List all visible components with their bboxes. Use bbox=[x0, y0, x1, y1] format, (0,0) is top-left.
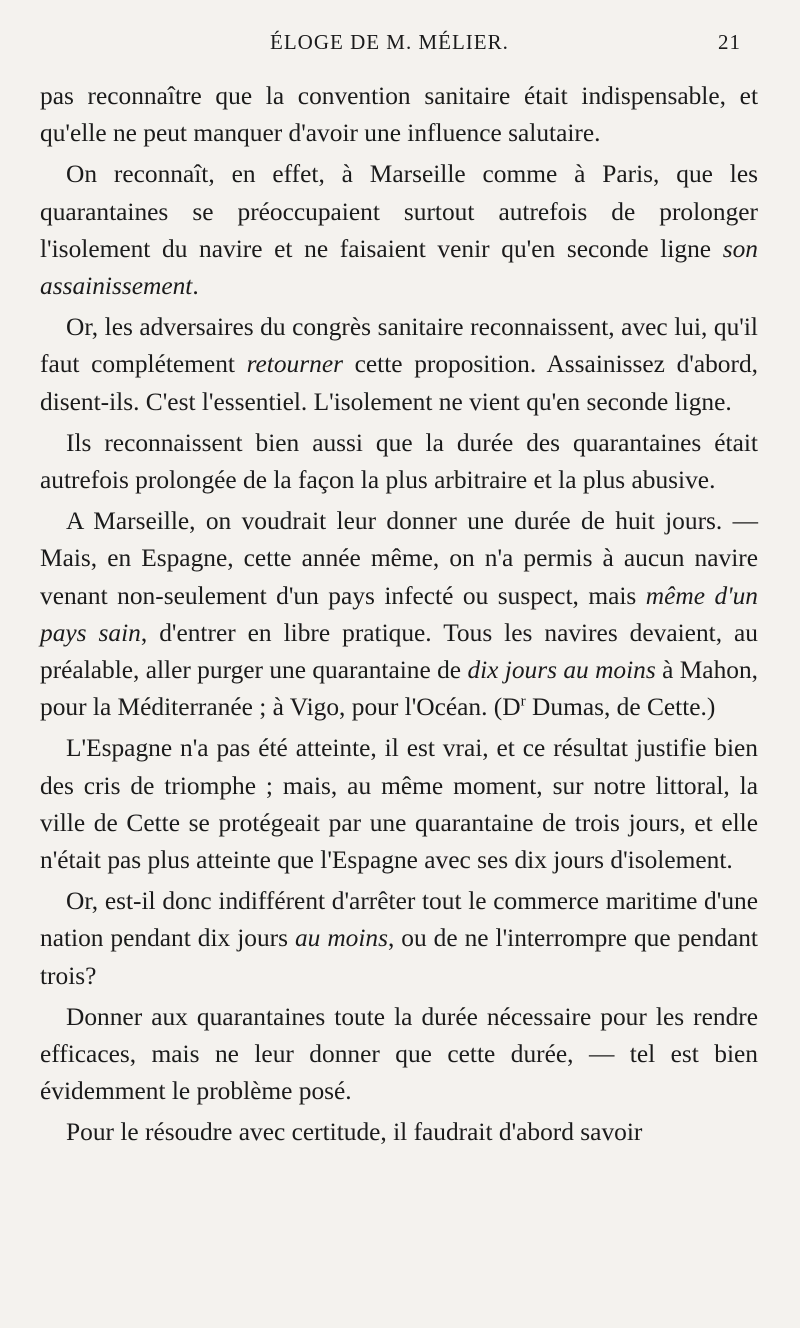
emphasized-text: son assainissement bbox=[40, 234, 758, 301]
text-segment: Ils reconnaissent bien aussi que la durée des quarantaines était autrefois prolongée de la façon la plus arbitraire et la plus abusive. bbox=[40, 428, 758, 495]
emphasized-text: au moins bbox=[294, 924, 388, 953]
paragraph bbox=[40, 1114, 758, 1151]
text-segment: pas reconnaître que la convention sanitaire était indispensable, et qu'elle ne peut manquer d'avoir une influence salutaire. bbox=[40, 82, 758, 148]
paragraph bbox=[40, 156, 758, 305]
text-segment: Donner aux quarantaines toute la durée nécessaire pour les rendre efficaces, mais ne leur donner que cette durée, — tel est bien évidemment le problème posé. bbox=[40, 1002, 758, 1106]
paragraph bbox=[40, 309, 758, 421]
text-segment: Or, les adversaires du congrès sanitaire reconnaissent, avec lui, qu'il faut complétement bbox=[40, 313, 758, 379]
text-segment: Dumas, de Cette.) bbox=[525, 693, 716, 722]
paragraph bbox=[40, 503, 758, 726]
text-segment: . bbox=[192, 272, 199, 301]
text-segment: L'Espagne n'a pas été atteinte, il est vrai, et ce résultat justifie bien des cris de triomphe ; mais, au même moment, sur notre littoral, la ville de Cette se protégeait par une quarantaine de trois jours, et elle n'était pas plus atteinte que l'Espagne avec ses dix jours d'isolement. bbox=[40, 734, 758, 875]
superscript-text: r bbox=[520, 692, 526, 710]
emphasized-text: même d'un pays sain bbox=[40, 581, 758, 647]
text-segment: cette proposition. Assainissez d'abord, disent-ils. C'est l'essentiel. L'isolement ne vient qu'en seconde ligne. bbox=[40, 350, 758, 416]
emphasized-text: dix jours au moins bbox=[467, 656, 656, 685]
text-segment: A Marseille, on voudrait leur donner une durée de huit jours. — Mais, en Espagne, cette année même, on n'a permis à aucun navire venant non-seulement d'un pays infecté ou suspect, mais bbox=[40, 507, 758, 610]
paragraph bbox=[40, 730, 758, 879]
text-segment: Or, est-il donc indifférent d'arrêter tout le commerce maritime d'une nation pendant dix jours bbox=[40, 887, 758, 953]
paragraph bbox=[40, 78, 758, 152]
paragraph bbox=[40, 999, 758, 1111]
body-text bbox=[40, 78, 758, 1156]
paragraph bbox=[40, 883, 758, 995]
page-number: 21 bbox=[718, 30, 741, 54]
text-segment: à Mahon, pour la Méditerranée ; à Vigo, pour l'Océan. (D bbox=[40, 656, 759, 722]
text-segment: On reconnaît, en effet, à Marseille comme à Paris, que les quarantaines se préoccupaient surtout autrefois de prolonger l'isolement du navire et ne faisaient venir qu'en seconde ligne bbox=[40, 160, 758, 263]
paragraph bbox=[40, 425, 758, 499]
running-title: ÉLOGE DE M. MÉLIER. bbox=[270, 30, 509, 54]
emphasized-text: retourner bbox=[246, 350, 343, 379]
text-segment: Pour le résoudre avec certitude, il faudrait d'abord savoir bbox=[66, 1118, 643, 1147]
text-segment: , ou de ne l'interrompre que pendant trois? bbox=[40, 924, 758, 990]
text-segment: , d'entrer en libre pratique. Tous les navires devaient, au préalable, aller purger une quarantaine de bbox=[40, 618, 758, 685]
